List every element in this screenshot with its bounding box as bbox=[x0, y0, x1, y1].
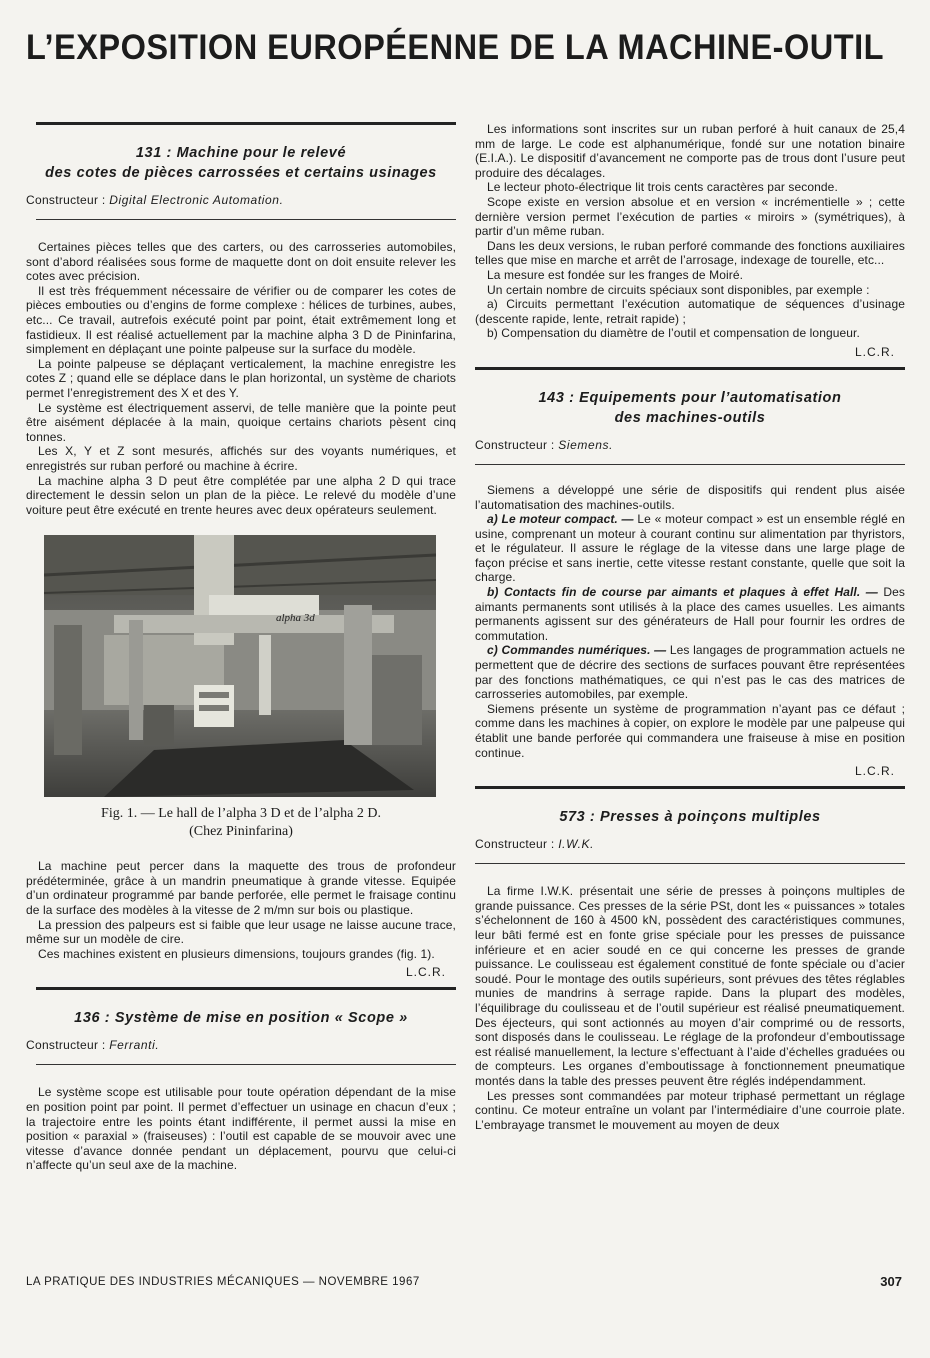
paragraph: La mesure est fondée sur les franges de Moiré. bbox=[487, 267, 744, 282]
page-number: 307 bbox=[880, 1274, 902, 1289]
paragraph: Siemens a développé une série de dispositifs qui rendent plus aisée l’automatisation des machines-outils. bbox=[475, 482, 905, 512]
constructor-label: Constructeur : bbox=[26, 193, 106, 207]
caption-line2: (Chez Pininfarina) bbox=[189, 824, 293, 840]
paragraph: Ces machines existent en plusieurs dimensions, toujours grandes (fig. 1). bbox=[38, 946, 435, 961]
paragraph: Les presses sont commandées par moteur triphasé permettant un réglage continu. Ce moteur entraîne un volant par l’intermédiaire d’une courroie plate. L’embrayage transmet le mouvement au moyen de deux bbox=[475, 1088, 905, 1132]
section-131-body bbox=[26, 240, 456, 517]
section-573-constructor bbox=[475, 837, 905, 851]
section-143-heading bbox=[475, 388, 905, 428]
figure-1-caption bbox=[26, 805, 456, 841]
section-143-heading-line1: 143 : Equipements pour l’automatisation bbox=[538, 389, 842, 406]
item-c-title: c) Commandes numériques. — bbox=[487, 643, 667, 658]
paragraph bbox=[475, 643, 905, 701]
section-131-constructor bbox=[26, 193, 456, 207]
section-136-heading: 136 : Système de mise en position « Scope » bbox=[74, 1010, 408, 1027]
item-a-text: Le « moteur compact » est un ensemble réglé en usine, comprenant un moteur à courant continu sur alimentation par thyristors, et le régulateur. Il assure le réglage de la vitesse dans une large plage de façon précise et sans inertie, cette vitesse restant constante, quelle que soit la charge. bbox=[475, 512, 905, 585]
item-b-text: Des aimants permanents sont utilisés à la place des cames usuelles. Les aimants permanents agissent sur des générateurs de Hall pour fournir les ordres de commutation. bbox=[475, 585, 905, 643]
page-title: L’EXPOSITION EUROPÉENNE DE LA MACHINE-OUTIL bbox=[26, 28, 884, 67]
section-rule-thin bbox=[475, 863, 905, 864]
paragraph bbox=[475, 512, 905, 585]
section-131-heading bbox=[26, 143, 456, 183]
paragraph: Les X, Y et Z sont mesurés, affichés sur des voyants numériques, et enregistrés sur ruban perforé ou machine à écrire. bbox=[26, 444, 456, 473]
section-rule-thin bbox=[36, 1064, 456, 1065]
item-c-text: Les langages de programmation actuels ne permettent que de décrire des sections de surfaces pouvant être représentées par des fonctions mathématiques, ce qui n’est pas le cas des matrices de carrosseries automobiles, par exemple. bbox=[475, 643, 905, 702]
paragraph bbox=[475, 585, 905, 643]
section-rule-thin bbox=[475, 464, 905, 465]
section-573-heading: 573 : Presses à poinçons multiples bbox=[559, 809, 821, 826]
signature: L.C.R. bbox=[854, 344, 895, 359]
constructor-label: Constructeur : bbox=[475, 437, 555, 452]
paragraph: La machine alpha 3 D peut être complétée par une alpha 2 D qui trace directement le dessin selon un plan de la pièce. Le relevé du modèle d’une voiture peut être exécuté en trente heures avec deux opérateurs seulement. bbox=[26, 473, 456, 517]
signature: L.C.R. bbox=[405, 965, 446, 980]
paragraph: Un certain nombre de circuits spéciaux sont disponibles, par exemple : bbox=[487, 282, 870, 297]
section-143-body bbox=[475, 483, 905, 760]
paragraph: Il est très fréquemment nécessaire de vérifier ou de comparer les cotes de pièces embouties ou d’engins de forme complexe : hélices de turbines, aubes, etc... Ce travail, autrefois exécuté point par point, était extrêmement long et fastidieux. Il est réalisé actuellement par la machine alpha 3 D de Pininfarina, simplement en déplaçant une pointe palpeuse sur la surface du modèle. bbox=[26, 283, 456, 357]
section-136-constructor bbox=[26, 1038, 456, 1052]
section-573-body bbox=[475, 884, 905, 1132]
paragraph: b) Compensation du diamètre de l’outil et compensation de longueur. bbox=[487, 326, 860, 341]
paragraph: Siemens présente un système de programmation n’ayant pas ce défaut ; comme dans les machines à copier, on explore le modèle par une palpeuse qui établit une bande perforée qui commandera une fraiseuse à mise en position continue. bbox=[475, 701, 905, 760]
constructor-label: Constructeur : bbox=[475, 837, 555, 852]
constructor-name: Siemens. bbox=[558, 437, 614, 452]
footer-publication: LA PRATIQUE DES INDUSTRIES MÉCANIQUES — NOVEMBRE 1967 bbox=[26, 1276, 420, 1288]
paragraph: Le lecteur photo-électrique lit trois cents caractères par seconde. bbox=[487, 180, 838, 195]
section-136-body bbox=[26, 1085, 456, 1173]
constructor-name: Digital Electronic Automation. bbox=[109, 193, 284, 207]
paragraph: La pointe palpeuse se déplaçant verticalement, la machine enregistre les cotes Z ; quand elle se déplace dans le plan horizontal, un système de chariots permet l’enregistrement des X et des Y. bbox=[26, 356, 456, 400]
section-rule-thin bbox=[36, 219, 456, 220]
paragraph: a) Circuits permettant l’exécution automatique de séquences d’usinage (descente rapide, lente, retrait rapide) ; bbox=[475, 297, 905, 326]
paragraph: Dans les deux versions, le ruban perforé commande des fonctions auxiliaires telles que mise en marche et arrêt de l’arrosage, indexage de tourelle, etc... bbox=[475, 238, 905, 268]
left-column bbox=[26, 118, 456, 1173]
paragraph: Certaines pièces telles que des carters, ou des carrosseries automobiles, sont d’abord réalisées sous forme de maquette dont on doit ensuite relever les cotes avec précision. bbox=[26, 240, 456, 284]
machine-sign-text: alpha 3d bbox=[276, 612, 315, 625]
section-136-body-continued bbox=[475, 122, 905, 341]
constructor-label: Constructeur : bbox=[26, 1038, 106, 1053]
paragraph: Les informations sont inscrites sur un ruban perforé à huit canaux de 25,4 mm de large. Le code est alphanumérique, fondé sur une notation binaire (E.I.A.). Le dispositif d’avancement ne comporte pas de trous dont l’usure peut produire des décalages. bbox=[475, 122, 905, 180]
section-131-body-continued bbox=[26, 859, 456, 961]
constructor-name: Ferranti. bbox=[109, 1038, 160, 1053]
section-rule bbox=[36, 987, 456, 990]
section-143-heading-line2: des machines-outils bbox=[614, 409, 766, 426]
section-rule bbox=[475, 786, 905, 789]
section-143-constructor bbox=[475, 438, 905, 452]
item-a-title: a) Le moteur compact. — bbox=[487, 512, 634, 527]
paragraph: Scope existe en version absolue et en version « incrémentielle » ; cette dernière version permet l’exécution de parties « miroirs » (symétriques), à partir d’un même ruban. bbox=[475, 194, 905, 239]
signature: L.C.R. bbox=[854, 764, 895, 779]
paragraph: La firme I.W.K. présentait une série de presses à poinçons multiples de grande puissance. Ces presses de la série PSt, dont les « puissances » totales s’échelonnent de 160 à 4500 kN, possèdent des caractéristiques communes, leur bâti fermé est en fonte grise spéciale pour les presses de puissance inférieure et en acier soudé en ce qui concerne les presses de grande puissance. Le coulisseau est également constitué de fonte spéciale ou d’acier soudé. Pour le montage des outils supérieurs, sont prévues des têtes réglables munies de mandrins à serrage rapide. Dans la plupart des modèles, l’équilibrage du coulisseau et de l’outil supérieur est réalisé pneumatiquement. Des éjecteurs, qui sont actionnés au moyen d’air comprimé ou de ressorts, sont disposés dans le coulisseau. Le réglage de la profondeur d’emboutissage est réalisé manuellement, la lecture s’effectuant à l’aide d’échelles graduées ou de compteurs. Les organes d’emboutissage à fonctionnement pneumatique montés dans la table des presses peuvent être réglés indépendamment. bbox=[475, 884, 905, 1088]
paragraph: Le système scope est utilisable pour toute opération dépendant de la mise en position point par point. Il permet d’effectuer un usinage en chacun d’eux ; la trajectoire entre les points étant indifférente, il permet aussi la mise en position « paraxial » (fraiseuses) : l’outil est capable de se mouvoir avec une vitesse d’avance donnée pendant un déplacement, pourvu que celui-ci n’affecte qu’un seul axe de la machine. bbox=[26, 1085, 456, 1173]
machine-hall-illustration bbox=[44, 535, 436, 797]
section-131-heading-line2: des cotes de pièces carrossées et certains usinages bbox=[45, 165, 437, 181]
paragraph: Le système est électriquement asservi, de telle manière que la pointe peut être aisément déplacée à la main, quoique certains chariots pèsent cinq tonnes. bbox=[26, 400, 456, 444]
paragraph: La pression des palpeurs est si faible que leur usage ne laisse aucune trace, même sur un modèle de cire. bbox=[26, 917, 456, 947]
constructor-name: I.W.K. bbox=[558, 837, 595, 852]
item-b-title: b) Contacts fin de course par aimants et plaques à effet Hall. — bbox=[487, 585, 878, 600]
section-131-heading-line1: 131 : Machine pour le relevé bbox=[135, 145, 347, 161]
figure-1-photo bbox=[44, 535, 436, 797]
section-rule bbox=[36, 122, 456, 125]
caption-line1: Fig. 1. — Le hall de l’alpha 3 D et de l’alpha 2 D. bbox=[101, 806, 381, 822]
section-rule bbox=[475, 367, 905, 370]
paragraph: La machine peut percer dans la maquette des trous de profondeur prédéterminée, grâce à un mandrin pneumatique à grande vitesse. Equipée d’un ordinateur programmé par bande perforée, elle permet le fraisage continu de la surface des modèles à la vitesse de 2 m/mn sur bois ou plastique. bbox=[26, 859, 456, 918]
right-column bbox=[475, 118, 905, 1132]
